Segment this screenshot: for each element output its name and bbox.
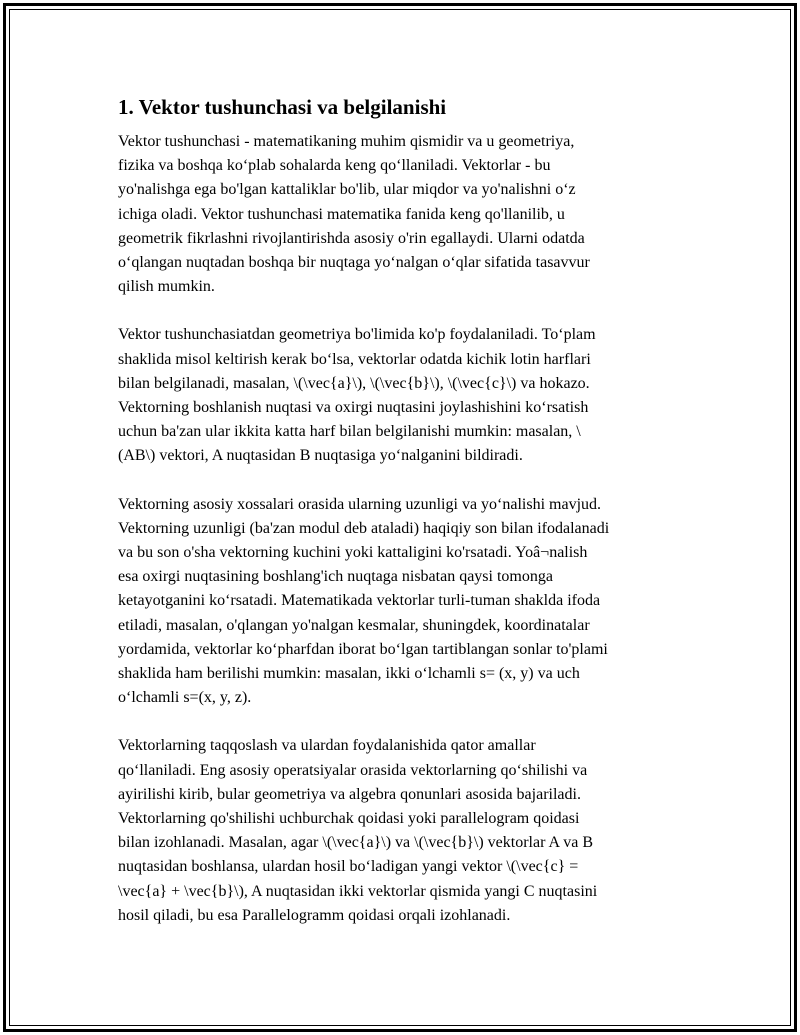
text-line: uchun ba'zan ular ikkita katta harf bilan belgilanishi mumkin: masalan, \	[118, 423, 581, 441]
text-line: ichiga oladi. Vektor tushunchasi matematika fanida keng qo'llanilib, u	[118, 205, 565, 223]
section-heading: 1. Vektor tushunchasi va belgilanishi	[118, 95, 447, 119]
text-line: bilan belgilanadi, masalan, \(\vec{a}\), \(\vec{b}\), \(\vec{c}\) va hokazo.	[118, 374, 590, 392]
paragraph-vector-concept	[118, 130, 698, 299]
text-line: bilan izohlanadi. Masalan, agar \(\vec{a}\) va \(\vec{b}\) vektorlar A va B	[118, 834, 593, 852]
text-line: hosil qiladi, bu esa Parallelogramm qoidasi orqali izohlanadi.	[118, 906, 511, 924]
text-line: shaklida misol keltirish kerak boʻlsa, vektorlar odatda kichik lotin harflari	[118, 350, 591, 368]
text-line: Vektorning asosiy xossalari orasida ularning uzunligi va yoʻnalishi mavjud.	[118, 495, 602, 513]
text-line: fizika va boshqa koʻplab sohalarda keng qoʻllaniladi. Vektorlar - bu	[118, 157, 551, 175]
text-line: qilish mumkin.	[118, 278, 215, 296]
document-body	[118, 94, 698, 952]
text-line: etiladi, masalan, o'qlangan yo'nalgan kesmalar, shuningdek, koordinatalar	[118, 616, 590, 634]
text-line: oʻqlangan nuqtadan boshqa bir nuqtaga yoʻnalgan oʻqlar sifatida tasavvur	[118, 254, 590, 272]
text-line: Vektorlarning qo'shilishi uchburchak qoidasi yoki parallelogram qoidasi	[118, 810, 580, 828]
text-line: ayirilishi kirib, bular geometriya va algebra qonunlari asosida bajariladi.	[118, 785, 581, 803]
text-line: Vektorning uzunligi (ba'zan modul deb ataladi) haqiqiy son bilan ifodalanadi	[118, 519, 610, 537]
text-line: shaklida ham berilishi mumkin: masalan, ikki oʻlchamli s= (x, y) va uch	[118, 665, 580, 683]
text-line: esa oxirgi nuqtasining boshlang'ich nuqtaga nisbatan qaysi tomonga	[118, 568, 553, 586]
text-line: \vec{a} + \vec{b}\), A nuqtasidan ikki vektorlar qismida yangi C nuqtasini	[118, 882, 598, 900]
text-line: Vektor tushunchasiatdan geometriya bo'limida ko'p foydalaniladi. Toʻplam	[118, 326, 596, 344]
text-line: va bu son o'sha vektorning kuchini yoki kattaligini ko'rsatadi. Yoâ¬nalish	[118, 544, 588, 562]
text-line: oʻlchamli s=(x, y, z).	[118, 689, 252, 707]
text-line: Vektor tushunchasi - matematikaning muhim qismidir va u geometriya,	[118, 133, 575, 150]
text-line: yordamida, vektorlar koʻpharfdan iborat boʻlgan tartiblangan sonlar to'plami	[118, 640, 608, 658]
paragraph-vector-operations	[118, 734, 698, 928]
paragraph-vector-notation	[118, 323, 698, 468]
text-line: geometrik fikrlashni rivojlantirishda asosiy o'rin egallaydi. Ularni odatda	[118, 229, 585, 247]
paragraph-vector-properties	[118, 493, 698, 711]
text-line: Vektorlarning taqqoslash va ulardan foydalanishida qator amallar	[118, 737, 536, 755]
text-line: ketayotganini koʻrsatadi. Matematikada vektorlar turli-tuman shaklda ifoda	[118, 592, 601, 610]
text-line: (AB\) vektori, A nuqtasidan B nuqtasiga yoʻnalganini bildiradi.	[118, 447, 523, 465]
text-line: qoʻllaniladi. Eng asosiy operatsiyalar orasida vektorlarning qoʻshilishi va	[118, 761, 588, 779]
text-line: Vektorning boshlanish nuqtasi va oxirgi nuqtasini joylashishini koʻrsatish	[118, 399, 589, 417]
text-line: nuqtasidan boshlansa, ulardan hosil boʻladigan yangi vektor \(\vec{c} =	[118, 858, 579, 876]
text-line: yo'nalishga ega bo'lgan kattaliklar bo'lib, ular miqdor va yo'nalishni oʻz	[118, 181, 576, 199]
